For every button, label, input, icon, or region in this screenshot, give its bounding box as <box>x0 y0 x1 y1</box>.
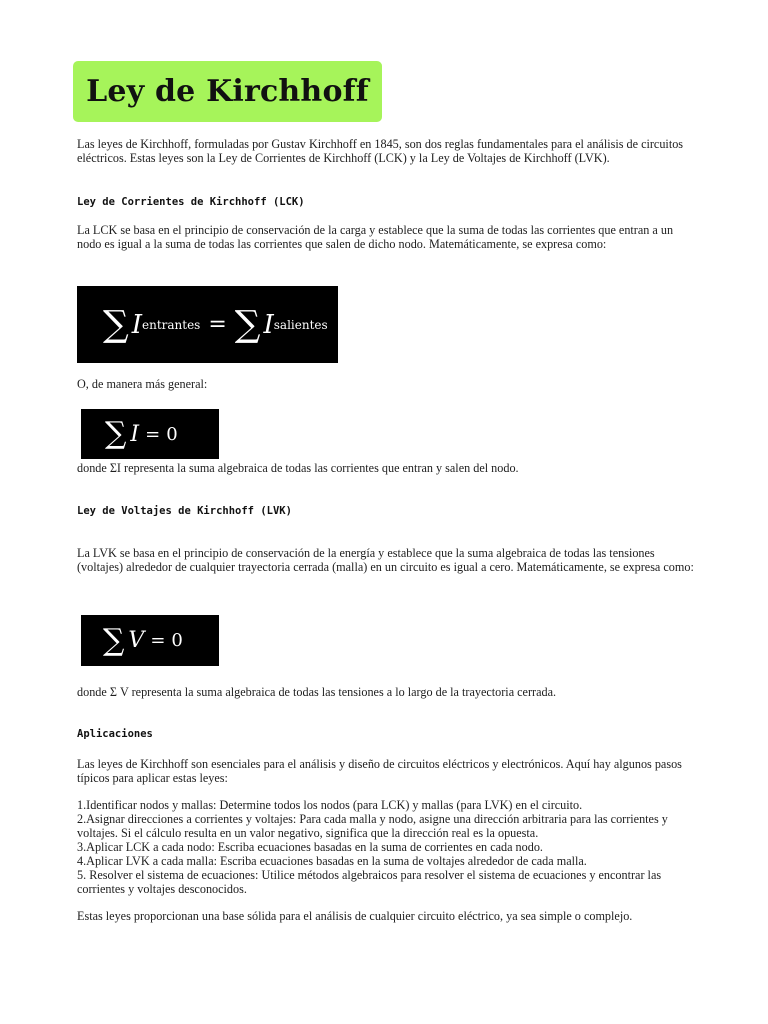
lck-general-formula-box <box>81 409 219 459</box>
lck-formula-box <box>77 286 338 363</box>
sigma-symbol: ∑ <box>234 303 261 345</box>
page-title: Ley de Kirchhoff <box>86 74 369 109</box>
applications-heading: Aplicaciones <box>77 728 153 740</box>
formula-subscript: salientes <box>273 317 328 332</box>
formula-equals: = <box>150 630 166 651</box>
applications-paragraph: Las leyes de Kirchhoff son esenciales para el análisis y diseño de circuitos eléctricos y electrónicos. Aquí hay algunos pasos típicos para aplicar estas leyes: <box>77 757 682 785</box>
list-item: 1.Identificar nodos y mallas: Determine todos los nodos (para LCK) y mallas (para LVK) en el circuito. <box>77 798 583 812</box>
lvk-paragraph: La LVK se basa en el principio de conservación de la energía y establece que la suma algebraica de todas las tensiones (voltajes) alrededor de cualquier trayectoria cerrada (malla) en un circuito es igual a cero. Matemáticamente, se expresa como: <box>77 546 694 574</box>
list-item: 4.Aplicar LVK a cada malla: Escriba ecuaciones basadas en la suma de voltajes alrededor de cada malla. <box>77 854 587 868</box>
formula-variable: I <box>263 309 274 340</box>
intro-paragraph: Las leyes de Kirchhoff, formuladas por Gustav Kirchhoff en 1845, son dos reglas fundamentales para el análisis de circuitos eléctricos. Estas leyes son la Ley de Corrientes de Kirchhoff (LCK) y la Ley de Voltajes de Kirchhoff (LVK). <box>77 137 684 165</box>
title-banner <box>73 61 382 122</box>
formula-subscript: entrantes <box>141 317 201 332</box>
lvk-formula-box <box>81 615 219 666</box>
formula-rhs: 0 <box>171 630 183 651</box>
lck-explanation: donde ΣI representa la suma algebraica de todas las corrientes que entran y salen del nodo. <box>77 461 519 475</box>
formula-variable: I <box>130 421 140 447</box>
list-item: 5. Resolver el sistema de ecuaciones: Utilice métodos algebraicos para resolver el sistema de ecuaciones y encontrar las corrientes y voltajes desconocidos. <box>77 868 662 896</box>
formula-variable: V <box>128 628 145 653</box>
list-item: 3.Aplicar LCK a cada nodo: Escriba ecuaciones basadas en la suma de corrientes en cada nodo. <box>77 840 543 854</box>
sigma-symbol: ∑ <box>103 303 129 345</box>
lck-paragraph: La LCK se basa en el principio de conservación de la carga y establece que la suma de todas las corrientes que entran a un nodo es igual a la suma de todas las corrientes que salen de dicho nodo. Matemáticamente, se expresa como: <box>77 223 674 251</box>
conclusion-paragraph: Estas leyes proporcionan una base sólida para el análisis de cualquier circuito eléctrico, ya sea simple o complejo. <box>77 909 633 923</box>
formula-equals: = <box>145 423 161 445</box>
formula-rhs: 0 <box>166 423 178 445</box>
lvk-explanation: donde Σ V representa la suma algebraica de todas las tensiones a lo largo de la trayectoria cerrada. <box>77 685 557 699</box>
lck-heading: Ley de Corrientes de Kirchhoff (LCK) <box>77 196 305 208</box>
lvk-heading: Ley de Voltajes de Kirchhoff (LVK) <box>77 505 292 517</box>
formula-equals: = <box>208 312 227 337</box>
formula-variable: I <box>131 309 142 340</box>
sigma-symbol: ∑ <box>103 622 125 658</box>
list-item: 2.Asignar direcciones a corrientes y voltajes: Para cada malla y nodo, asigne una dirección arbitraria para las corrientes y voltajes. Si el cálculo resulta en un valor negativo, significa que la dirección real es la opuesta. <box>77 812 668 840</box>
sigma-symbol: ∑ <box>105 416 127 451</box>
general-text: O, de manera más general: <box>77 377 208 391</box>
steps-list <box>77 798 697 896</box>
